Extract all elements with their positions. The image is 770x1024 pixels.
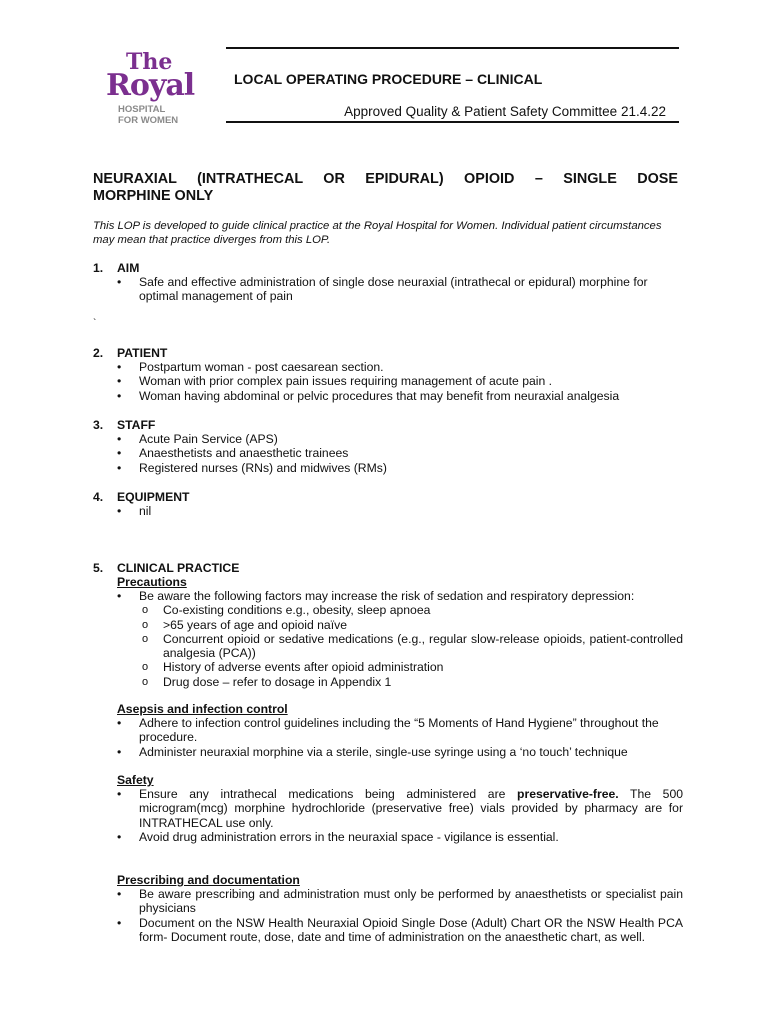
logo-royal: Royal xyxy=(106,68,195,103)
document-title-line2: MORPHINE ONLY xyxy=(93,188,214,204)
header-top-rule xyxy=(226,47,679,49)
list-item: • Woman having abdominal or pelvic procedures that may benefit from neuraxial analgesia xyxy=(93,389,683,403)
header-bottom-rule xyxy=(226,121,679,123)
list-item: • Administer neuraxial morphine via a sterile, single-use syringe using a ‘no touch’ technique xyxy=(93,745,683,759)
section-clinical-practice xyxy=(93,561,683,689)
logo-for-women: FOR WOMEN xyxy=(118,115,179,126)
intro-text: This LOP is developed to guide clinical practice at the Royal Hospital for Women. Individual patient circumstances may mean that practice diverges from this LOP. xyxy=(93,220,662,246)
sub-list-item: o Drug dose – refer to dosage in Appendix 1 xyxy=(93,675,683,689)
sub-list-item: o >65 years of age and opioid naïve xyxy=(93,618,683,632)
section-heading: 2. PATIENT xyxy=(93,346,168,360)
subheading-prescribing: Prescribing and documentation xyxy=(117,873,300,887)
list-item: • nil xyxy=(93,504,683,518)
list-item: • Document on the NSW Health Neuraxial Opioid Single Dose (Adult) Chart OR the NSW Health PCA form- Document route, dose, date and time of administration on the anaesthetic chart, as well. xyxy=(93,916,683,945)
section-patient xyxy=(93,346,683,403)
section-staff xyxy=(93,418,683,475)
hospital-logo xyxy=(104,49,204,126)
list-item: • Anaesthetists and anaesthetic trainees xyxy=(93,446,683,460)
list-item: • Postpartum woman - post caesarean section. xyxy=(93,360,683,374)
list-item: • Adhere to infection control guidelines including the “5 Moments of Hand Hygiene” throughout the procedure. xyxy=(93,716,683,745)
logo-the: The xyxy=(126,49,173,75)
header-approved: Approved Quality & Patient Safety Committee 21.4.22 xyxy=(344,104,666,119)
section-heading: 4. EQUIPMENT xyxy=(93,490,190,504)
section-prescribing xyxy=(93,873,683,944)
sub-list-item: o History of adverse events after opioid administration xyxy=(93,660,683,674)
section-heading: 5. CLINICAL PRACTICE xyxy=(93,561,240,575)
sub-list-item: o Co-existing conditions e.g., obesity, sleep apnoea xyxy=(93,603,683,617)
document-title-line1: NEURAXIAL (INTRATHECAL OR EPIDURAL) OPIOID – SINGLE DOSE xyxy=(93,171,678,187)
section-equipment xyxy=(93,490,683,518)
section-safety xyxy=(93,773,683,844)
subheading-safety: Safety xyxy=(117,773,154,787)
section-heading: 3. STAFF xyxy=(93,418,156,432)
header-title: LOCAL OPERATING PROCEDURE – CLINICAL xyxy=(234,71,543,87)
sub-list-item: o Concurrent opioid or sedative medications (e.g., regular slow-release opioids, patient-controlled analgesia (PCA)) xyxy=(93,632,683,661)
list-item: • Be aware the following factors may increase the risk of sedation and respiratory depression: xyxy=(93,589,683,603)
list-item: • Be aware prescribing and administration must only be performed by anaesthetists or specialist pain physicians xyxy=(93,887,683,916)
list-item: • Avoid drug administration errors in the neuraxial space - vigilance is essential. xyxy=(93,830,683,844)
list-item: • Ensure any intrathecal medications being administered are preservative-free. The 500 microgram(mcg) morphine hydrochloride (preservative free) vials provided by pharmacy are for INTRATHECAL use only. xyxy=(93,787,683,830)
list-item: • Acute Pain Service (APS) xyxy=(93,432,683,446)
list-item: • Woman with prior complex pain issues requiring management of acute pain . xyxy=(93,374,683,388)
subheading-precautions: Precautions xyxy=(117,575,187,589)
section-asepsis xyxy=(93,702,683,759)
subheading-asepsis: Asepsis and infection control xyxy=(117,702,288,716)
section-heading: 1. AIM xyxy=(93,261,140,275)
list-item: • Safe and effective administration of single dose neuraxial (intrathecal or epidural) morphine for optimal management of pain xyxy=(93,275,663,304)
list-item: • Registered nurses (RNs) and midwives (RMs) xyxy=(93,461,683,475)
section-aim xyxy=(93,261,683,304)
stray-mark: ` xyxy=(93,318,97,329)
logo-hospital: HOSPITAL xyxy=(118,104,166,115)
